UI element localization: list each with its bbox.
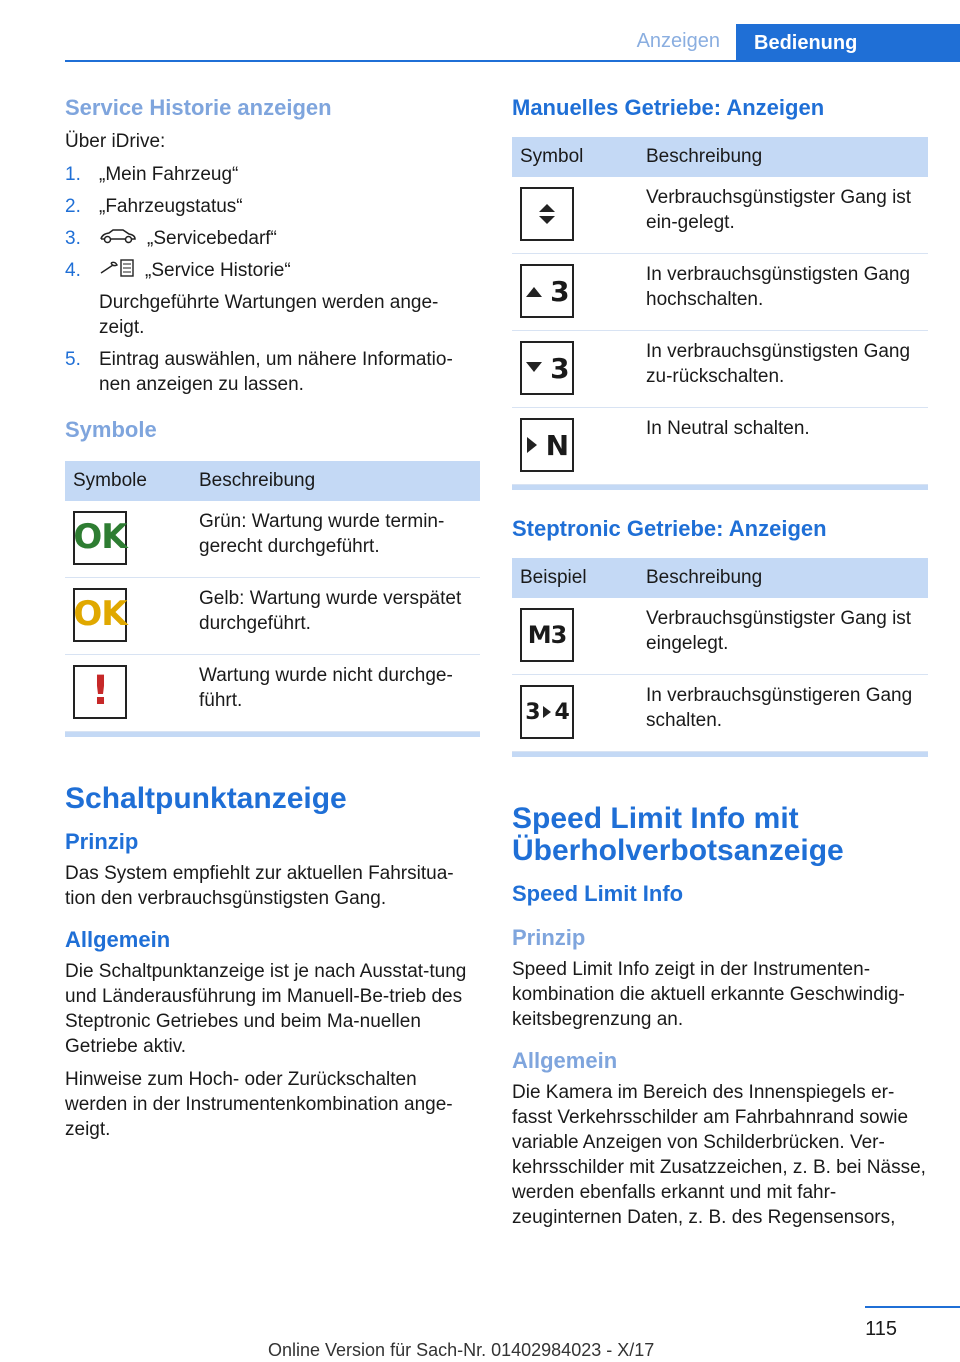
symbole-table [65,461,480,732]
table-row [512,331,928,408]
step-text: „Fahrzeugstatus“ [99,196,243,217]
table-end-bar [65,732,480,737]
table-row [65,501,480,578]
prinzip-heading: Prinzip [512,925,586,950]
column-header: Beispiel [512,558,638,598]
ok-symbol-text: OK [73,517,127,558]
allgemein-text-2: Hinweise zum Hoch- oder Zurückschalten werden in der Instrumentenkombination ange-zeigt. [65,1068,453,1140]
table-end-bar [512,485,928,490]
manuell-heading: Manuelles Getriebe: Anzeigen [512,95,825,120]
car-icon [99,226,137,251]
symbol-cell [512,675,638,752]
prinzip-text: Speed Limit Info zeigt in der Instrumenten-kombination die aktuell erkannte Geschwindig-keitsbegrenzung an. [512,959,905,1030]
speed-limit-heading: Speed Limit Info mit Überholverbotsanzeige [512,802,844,867]
gear-label: 3 [550,351,569,385]
prinzip-text: Das System empfiehlt zur aktuellen Fahrsitua-tion den verbrauchsgünstigsten Gang. [65,862,454,909]
right-column [512,95,928,1238]
exclamation-symbol-text: ! [91,668,109,715]
description-cell: In verbrauchsgünstigsten Gang hochschalten. [638,254,928,331]
symbol-cell [512,598,638,675]
step-item [65,194,480,219]
description-cell: In Neutral schalten. [638,408,928,485]
ok-symbol-text: OK [73,594,127,635]
step-item [65,347,480,397]
table-header-row [65,461,480,501]
page-number: 115 [865,1318,897,1340]
step-item [65,162,480,187]
step-text: „Mein Fahrzeug“ [99,164,239,185]
steptronic-heading: Steptronic Getriebe: Anzeigen [512,516,827,541]
upshift-3-icon [520,264,574,318]
symbol-cell [65,577,191,654]
downshift-3-icon [520,341,574,395]
table-end-bar [512,752,928,757]
step-number: 1. [65,164,81,185]
gear-label: M3 [527,620,567,649]
gear-label: 3 [550,274,569,308]
service-steps-list [65,162,480,397]
symbol-cell [65,501,191,578]
symbol-cell [512,331,638,408]
table-row [512,598,928,675]
description-cell: Verbrauchsgünstigster Gang ist ein-gelegt. [638,177,928,254]
m3-icon [520,608,574,662]
step-text: Eintrag auswählen, um nähere Informatio-nen anzeigen zu lassen. [99,348,453,395]
schaltpunkt-heading: Schaltpunktanzeige [65,781,347,815]
table-row [512,177,928,254]
allgemein-heading: Allgemein [65,926,171,952]
gear-label: N [545,428,569,462]
table-row [512,675,928,752]
header-tab-anzeigen[interactable]: Anzeigen [636,30,720,52]
step-item [65,258,480,339]
symbol-cell [65,654,191,731]
table-row [512,254,928,331]
service-history-icon [99,259,135,284]
column-header: Symbole [65,461,191,501]
symbol-cell [512,177,638,254]
column-header: Beschreibung [638,137,928,177]
symbol-cell [512,254,638,331]
description-cell: Verbrauchsgünstigster Gang ist eingelegt. [638,598,928,675]
column-header: Symbol [512,137,638,177]
symbole-heading: Symbole [65,416,157,442]
steptronic-table [512,558,928,752]
step-number: 3. [65,228,81,249]
page-header [0,0,960,62]
column-header: Beschreibung [191,461,480,501]
service-historie-heading: Service Historie anzeigen [65,95,332,120]
step-text: „Servicebedarf“ [147,228,277,249]
ok-yellow-icon [73,588,127,642]
step-number: 2. [65,196,81,217]
header-divider [65,60,960,62]
gear-label: 4 [554,699,569,725]
description-cell: In verbrauchsgünstigsten Gang zu-rückschalten. [638,331,928,408]
table-row [65,654,480,731]
step-subtext: Durchgeführte Wartungen werden ange-zeigt. [99,291,439,338]
description-cell: Wartung wurde nicht durchge-führt. [191,654,480,731]
step-number: 4. [65,260,81,282]
gear-optimal-icon [520,187,574,241]
allgemein-text-1: Die Schaltpunktanzeige ist je nach Ausstat-tung und Länderausführung im Manuell-Be-trieb des Steptronic Getriebes und beim Ma-nuellen Getriebe aktiv. [65,960,467,1057]
online-version-text: Online Version für Sach-Nr. 01402984023 - X/17 [268,1340,655,1360]
step-item [65,226,480,251]
table-header-row [512,558,928,598]
table-row [512,408,928,485]
prinzip-heading: Prinzip [65,828,139,854]
neutral-icon [520,418,574,472]
step-text: „Service Historie“ [145,260,291,282]
shift-3-to-4-icon [520,685,574,739]
allgemein-text: Die Kamera im Bereich des Innenspiegels er-fasst Verkehrsschilder am Fahrbahnrand sowie variable Anzeigen von Schilderbrücken. Ver-kehrsschilder mit Zusatzzeichen, z. B. bei Nässe, werden ebenfalls erkannt und mit fahr-zeuginternen Daten, z. B. des Regensensors, [512,1082,926,1228]
allgemein-heading: Allgemein [512,1048,618,1073]
exclamation-icon [73,665,127,719]
speed-limit-subheading: Speed Limit Info [512,881,684,906]
footer-divider [865,1306,960,1308]
left-column [65,95,480,1150]
description-cell: In verbrauchsgünstigeren Gang schalten. [638,675,928,752]
column-header: Beschreibung [638,558,928,598]
symbol-cell [512,408,638,485]
table-header-row [512,137,928,177]
description-cell: Gelb: Wartung wurde verspätet durchgeführt. [191,577,480,654]
header-tab-bedienung[interactable]: Bedienung [736,24,960,62]
ok-green-icon [73,511,127,565]
step-number: 5. [65,348,81,370]
table-row [65,577,480,654]
gear-label: 3 [525,699,540,725]
manuell-table [512,137,928,485]
description-cell: Grün: Wartung wurde termin-gerecht durchgeführt. [191,501,480,578]
service-intro: Über iDrive: [65,131,166,152]
